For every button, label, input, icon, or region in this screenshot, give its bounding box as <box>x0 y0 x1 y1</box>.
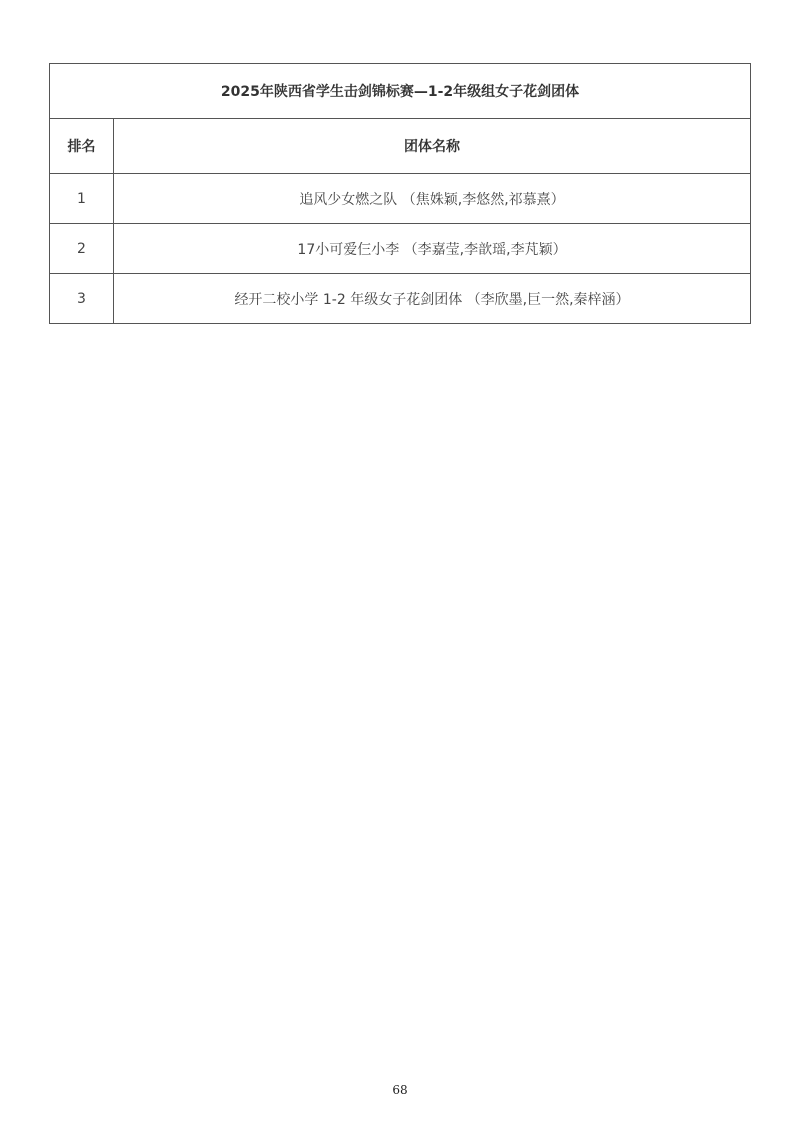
results-table <box>49 63 751 324</box>
header-rank: 排名 <box>50 119 114 174</box>
table-header-row <box>50 119 751 174</box>
rank-cell: 1 <box>50 174 114 224</box>
page-number: 68 <box>392 1083 408 1097</box>
table-title: 2025年陕西省学生击剑锦标赛—1-2年级组女子花剑团体 <box>50 64 751 119</box>
rank-cell: 2 <box>50 224 114 274</box>
team-name-cell: 17小可爱仨小李 （李嘉莹,李歆瑶,李芃颖） <box>114 224 751 274</box>
table-row <box>50 174 751 224</box>
table-title-row <box>50 64 751 119</box>
team-name-cell: 经开二校小学 1-2 年级女子花剑团体 （李欣墨,巨一然,秦梓涵） <box>114 274 751 324</box>
header-team-name: 团体名称 <box>114 119 751 174</box>
table-row <box>50 274 751 324</box>
team-name-cell: 追风少女燃之队 （焦姝颖,李悠然,祁慕熹） <box>114 174 751 224</box>
rank-cell: 3 <box>50 274 114 324</box>
table-row <box>50 224 751 274</box>
